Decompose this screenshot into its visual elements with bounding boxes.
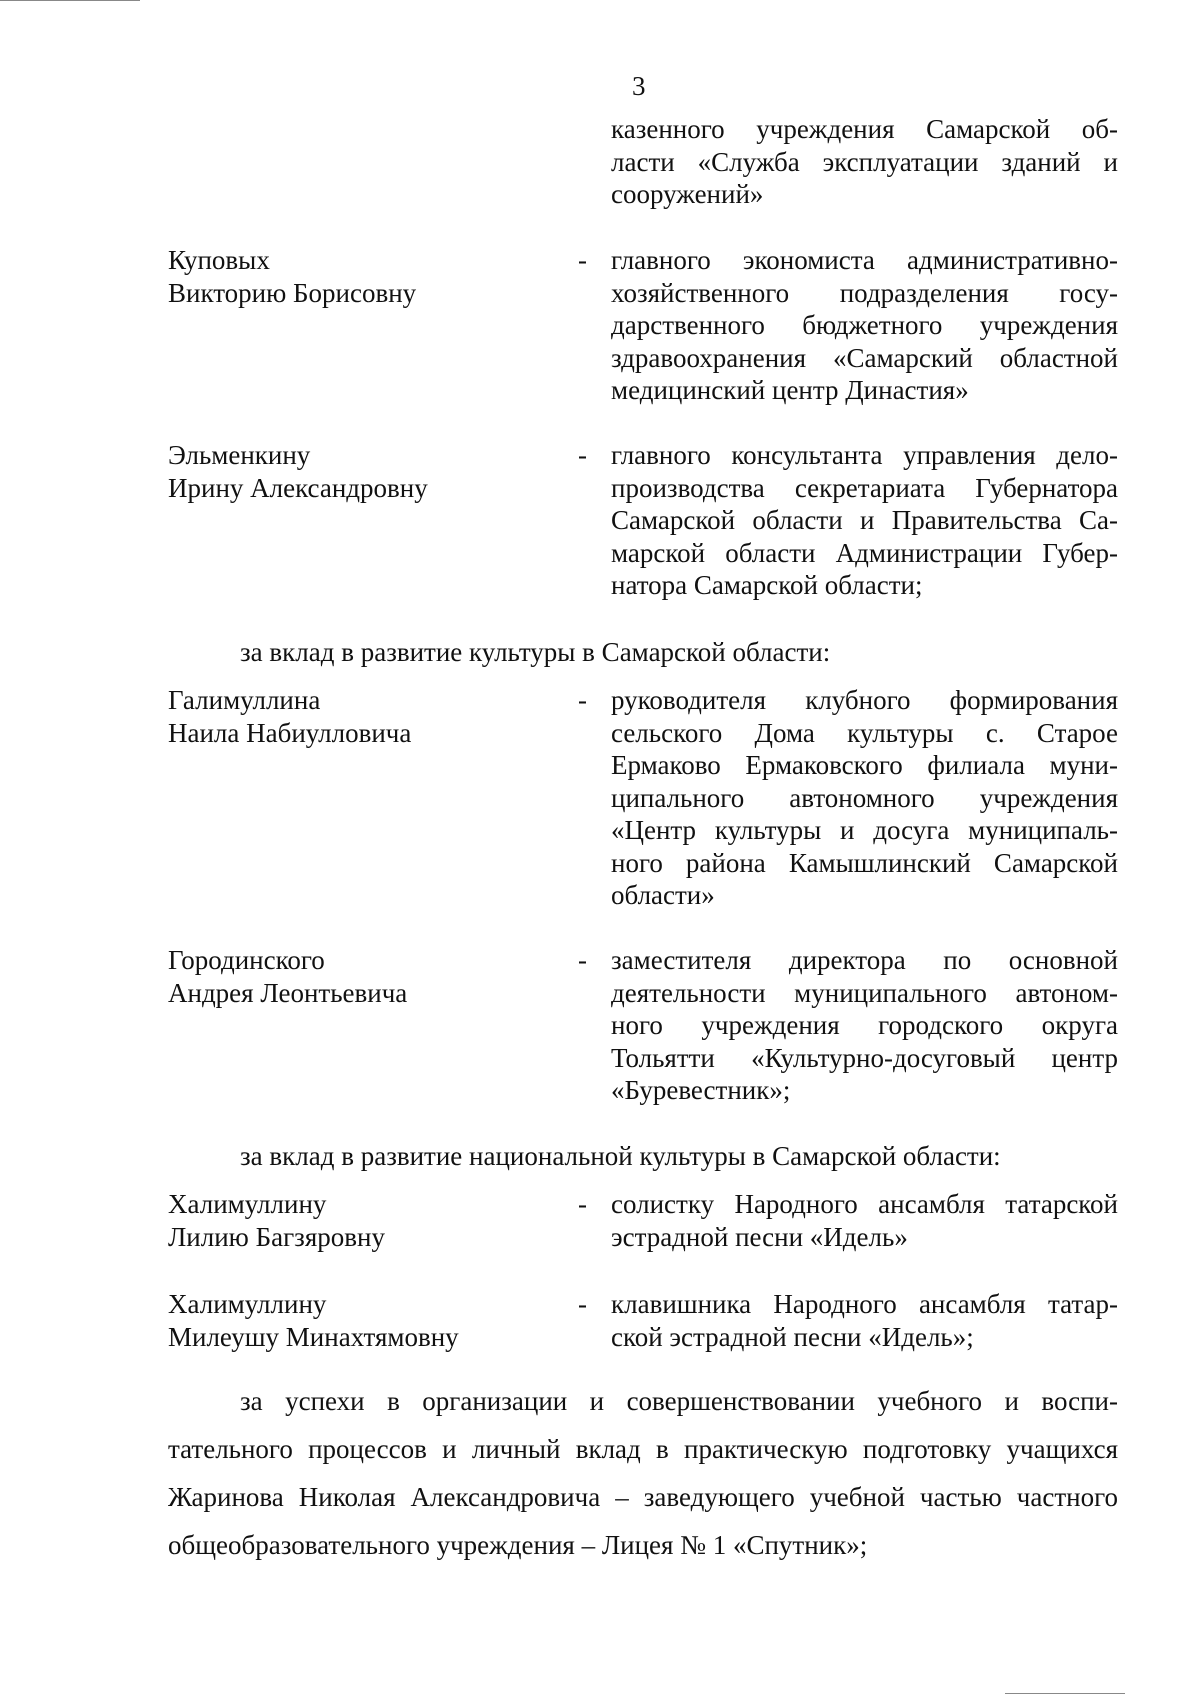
scan-edge-bottom-right xyxy=(1005,1693,1125,1694)
desc-line: дарственного бюджетного учреждения xyxy=(611,310,1118,340)
desc-line: солистку Народного ансамбля татарской xyxy=(611,1189,1118,1219)
section-heading-national-culture: за вклад в развитие национальной культуры в Самарской области: xyxy=(240,1141,1001,1171)
desc-line: ской эстрадной песни «Идель»; xyxy=(611,1321,974,1352)
desc-line: сооружений» xyxy=(611,179,764,209)
surname: Городинского xyxy=(168,945,325,975)
desc-line: марской области Администрации Губер- xyxy=(611,537,1118,568)
person-name xyxy=(168,439,568,504)
desc-line: ного учреждения городского округа xyxy=(611,1010,1118,1040)
desc-line: сельского Дома культуры с. Старое xyxy=(611,717,1118,748)
final-paragraph xyxy=(168,1377,1118,1569)
given-names: Лилию Багзяровну xyxy=(168,1221,385,1252)
desc-line: руководителя клубного формирования xyxy=(611,685,1118,715)
desc-line: здравоохранения «Самарский областной xyxy=(611,342,1118,373)
given-names: Милеушу Минахтямовну xyxy=(168,1321,459,1352)
surname: Халимуллину xyxy=(168,1189,327,1219)
position-description xyxy=(611,684,1118,912)
desc-line: ного района Камышлинский Самарской xyxy=(611,847,1118,878)
desc-line: Самарской области и Правительства Са- xyxy=(611,505,1118,535)
desc-line: «Центр культуры и досуга муниципаль- xyxy=(611,815,1118,845)
surname: Эльменкину xyxy=(168,440,311,470)
given-names: Андрея Леонтьевича xyxy=(168,977,408,1008)
desc-line: ласти «Служба эксплуатации зданий и xyxy=(611,146,1118,177)
continuation-text xyxy=(611,113,1118,211)
dash-separator: - xyxy=(578,1189,587,1219)
dash-separator: - xyxy=(578,1289,587,1319)
desc-line: клавишника Народного ансамбля татар- xyxy=(611,1289,1118,1319)
person-name xyxy=(168,684,568,749)
paragraph-line: за успехи в организации и совершенствовании учебного и воспи- xyxy=(240,1386,1118,1416)
desc-line: области» xyxy=(611,880,715,910)
paragraph-line: Жаринова Николая Александровича – заведующего учебной частью частного xyxy=(168,1482,1118,1512)
desc-line: казенного учреждения Самарской об- xyxy=(611,114,1118,144)
desc-line: Тольятти «Культурно-досуговый центр xyxy=(611,1042,1118,1073)
desc-line: заместителя директора по основной xyxy=(611,945,1118,975)
dash-separator: - xyxy=(578,945,587,975)
page-number: 3 xyxy=(632,71,646,101)
position-description xyxy=(611,439,1118,602)
desc-line: главного консультанта управления дело- xyxy=(611,440,1118,470)
surname: Галимуллина xyxy=(168,685,321,715)
surname: Куповых xyxy=(168,245,270,275)
section-heading-culture: за вклад в развитие культуры в Самарской области: xyxy=(240,637,831,667)
position-description xyxy=(611,244,1118,407)
desc-line: эстрадной песни «Идель» xyxy=(611,1221,908,1252)
given-names: Викторию Борисовну xyxy=(168,277,417,308)
desc-line: производства секретариата Губернатора xyxy=(611,472,1118,503)
paragraph-line: общеобразовательного учреждения – Лицея № 1 «Спутник»; xyxy=(168,1530,868,1560)
dash-separator: - xyxy=(578,685,587,715)
person-name xyxy=(168,944,568,1009)
paragraph-line: тательного процессов и личный вклад в практическую подготовку учащихся xyxy=(168,1434,1118,1464)
person-name xyxy=(168,244,568,309)
given-names: Ирину Александровну xyxy=(168,472,428,503)
desc-line: главного экономиста административно- xyxy=(611,245,1118,275)
scan-edge-top-left xyxy=(0,0,140,1)
desc-line: «Буревестник»; xyxy=(611,1075,791,1105)
dash-separator: - xyxy=(578,245,587,275)
desc-line: медицинский центр Династия» xyxy=(611,375,969,405)
desc-line: Ермаково Ермаковского филиала муни- xyxy=(611,750,1118,780)
surname: Халимуллину xyxy=(168,1289,327,1319)
dash-separator: - xyxy=(578,440,587,470)
desc-line: хозяйственного подразделения госу- xyxy=(611,277,1118,308)
position-description xyxy=(611,944,1118,1107)
person-name xyxy=(168,1288,568,1353)
desc-line: натора Самарской области; xyxy=(611,570,923,600)
desc-line: ципального автономного учреждения xyxy=(611,782,1118,813)
position-description xyxy=(611,1188,1118,1253)
given-names: Наила Набиулловича xyxy=(168,717,412,748)
position-description xyxy=(611,1288,1118,1353)
desc-line: деятельности муниципального автоном- xyxy=(611,977,1118,1008)
person-name xyxy=(168,1188,568,1253)
